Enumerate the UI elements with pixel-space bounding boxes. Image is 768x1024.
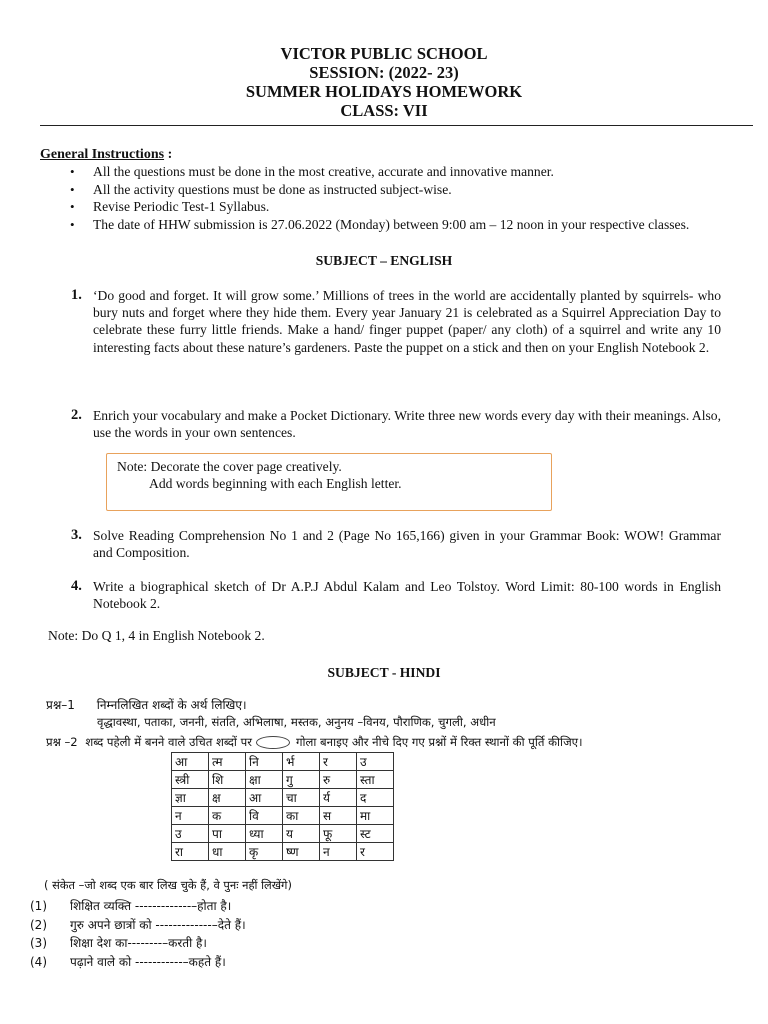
grid-cell: र्भ (283, 753, 320, 771)
grid-row (172, 807, 394, 825)
grid-cell: पा (209, 825, 246, 843)
grid-row (172, 753, 394, 771)
grid-cell: स (320, 807, 357, 825)
english-question-2 (71, 407, 721, 441)
header-divider (40, 125, 753, 126)
english-note: Note: Do Q 1, 4 in English Notebook 2. (48, 628, 265, 643)
hindi-question-1 (46, 696, 247, 713)
school-name: VICTOR PUBLIC SCHOOL (280, 44, 488, 63)
grid-cell: क्षा (246, 771, 283, 789)
oval-icon (256, 736, 290, 749)
sub-question-number: (3) (30, 936, 47, 950)
hindi-sub-question (30, 934, 207, 951)
grid-cell: न (172, 807, 209, 825)
sub-question-number: (4) (30, 955, 47, 969)
grid-cell: ज्ञा (172, 789, 209, 807)
grid-cell: स्ता (357, 771, 394, 789)
grid-cell: का (283, 807, 320, 825)
sub-question-number: (2) (30, 918, 47, 932)
grid-cell: क (209, 807, 246, 825)
grid-cell: गु (283, 771, 320, 789)
question-text: Solve Reading Comprehension No 1 and 2 (Page No 165,166) given in your Grammar Book: WOW! Grammar and Composition. (93, 528, 721, 561)
hindi-sub-question (30, 897, 231, 914)
question-number: 2. (71, 407, 82, 423)
grid-cell: य (283, 825, 320, 843)
grid-cell: उ (172, 825, 209, 843)
instructions-list (70, 163, 720, 233)
grid-cell: र (320, 753, 357, 771)
instruction-item: • Revise Periodic Test-1 Syllabus. (70, 198, 720, 216)
grid-cell: ष्ण (283, 843, 320, 861)
question-number: 1. (71, 287, 82, 303)
grid-cell: र्य (320, 789, 357, 807)
sub-question-text: शिक्षा देश का--------–करती है। (70, 936, 207, 950)
instruction-item: • All the questions must be done in the most creative, accurate and innovative manner. (70, 163, 720, 181)
question-number: 4. (71, 578, 82, 594)
question-text: ‘Do good and forget. It will grow some.’ Millions of trees in the world are accidentally planted by squirrels- who bury nuts and forget where they hide them. Every year January 21 is celebrated as a Squirrel Appreciation Day to celebrate these furry little friends. Make a hand/ finger puppet (paper/ any cloth) of a squirrel and write any 10 interesting facts about these nature’s gardeners. Paste the puppet on a stick and then on your English Notebook 2. (93, 288, 721, 355)
question-text: Write a biographical sketch of Dr A.P.J Abdul Kalam and Leo Tolstoy. Word Limit: 80-100 words in English Notebook 2. (93, 579, 721, 612)
hindi-hint: ( संकेत –जो शब्द एक बार लिख चुके हैं, वे पुनः नहीं लिखेंगे) (44, 878, 292, 892)
grid-cell: आ (246, 789, 283, 807)
grid-cell: मा (357, 807, 394, 825)
question-label: प्रश्न–1 (46, 698, 75, 712)
grid-cell: शि (209, 771, 246, 789)
question-text: निम्नलिखित शब्दों के अर्थ लिखिए। (96, 698, 247, 712)
grid-cell: न (320, 843, 357, 861)
english-question-1 (71, 287, 721, 356)
grid-cell: द (357, 789, 394, 807)
sub-question-text: शिक्षित व्यक्ति -------------–होता है। (70, 899, 232, 913)
grid-cell: आ (172, 753, 209, 771)
hindi-heading: SUBJECT - HINDI (327, 665, 441, 680)
grid-row (172, 825, 394, 843)
general-instructions-heading: General Instructions : (40, 147, 173, 162)
grid-cell: रा (172, 843, 209, 861)
question-label: प्रश्न –2 (46, 735, 78, 749)
word-puzzle-grid (171, 752, 394, 861)
grid-row (172, 771, 394, 789)
english-heading: SUBJECT – ENGLISH (315, 253, 453, 268)
question-text: शब्द पहेली में बनने वाले उचित शब्दों पर (85, 735, 252, 749)
grid-row (172, 789, 394, 807)
grid-cell: रु (320, 771, 357, 789)
instruction-item: • All the activity questions must be done as instructed subject-wise. (70, 181, 720, 199)
grid-cell: त्म (209, 753, 246, 771)
grid-cell: वि (246, 807, 283, 825)
grid-cell: धा (209, 843, 246, 861)
question-text: Enrich your vocabulary and make a Pocket Dictionary. Write three new words every day with their meanings. Also, use the words in your own sentences. (93, 408, 721, 441)
hindi-sub-question (30, 916, 246, 933)
grid-cell: कृ (246, 843, 283, 861)
hindi-sub-question (30, 953, 226, 970)
english-question-4 (71, 578, 721, 612)
hindi-word-list: वृद्धावस्था, पताका, जननी, संतति, अभिलाषा, मस्तक, अनुनय –विनय, पौराणिक, चुगली, अधीन (97, 715, 496, 729)
question-text-cont: गोला बनाइए और नीचे दिए गए प्रश्नों में रिक्त स्थानों की पूर्ति कीजिए। (295, 735, 583, 749)
grid-cell: र (357, 843, 394, 861)
class-label: CLASS: VII (340, 101, 428, 120)
note-box (106, 453, 552, 511)
grid-row (172, 843, 394, 861)
grid-cell: स्त्री (172, 771, 209, 789)
note-line-1: Note: Decorate the cover page creatively. (117, 459, 342, 474)
grid-cell: नि (246, 753, 283, 771)
grid-cell: क्ष (209, 789, 246, 807)
session: SESSION: (2022- 23) (309, 63, 459, 82)
grid-cell: फू (320, 825, 357, 843)
note-line-2: Add words beginning with each English letter. (149, 476, 402, 491)
grid-cell: स्ट (357, 825, 394, 843)
instruction-item: • The date of HHW submission is 27.06.2022 (Monday) between 9:00 am – 12 noon in your respective classes. (70, 216, 720, 234)
sub-question-text: गुरु अपने छात्रों को -------------–देते हैं। (70, 918, 246, 932)
english-question-3 (71, 527, 721, 561)
grid-cell: ध्या (246, 825, 283, 843)
question-number: 3. (71, 527, 82, 543)
hindi-question-2 (46, 735, 582, 750)
grid-cell: उ (357, 753, 394, 771)
grid-cell: चा (283, 789, 320, 807)
sub-question-text: पढ़ाने वाले को -----------–कहते हैं। (70, 955, 226, 969)
sub-question-number: (1) (30, 899, 47, 913)
document-header (0, 44, 768, 120)
document-title: SUMMER HOLIDAYS HOMEWORK (245, 82, 523, 101)
